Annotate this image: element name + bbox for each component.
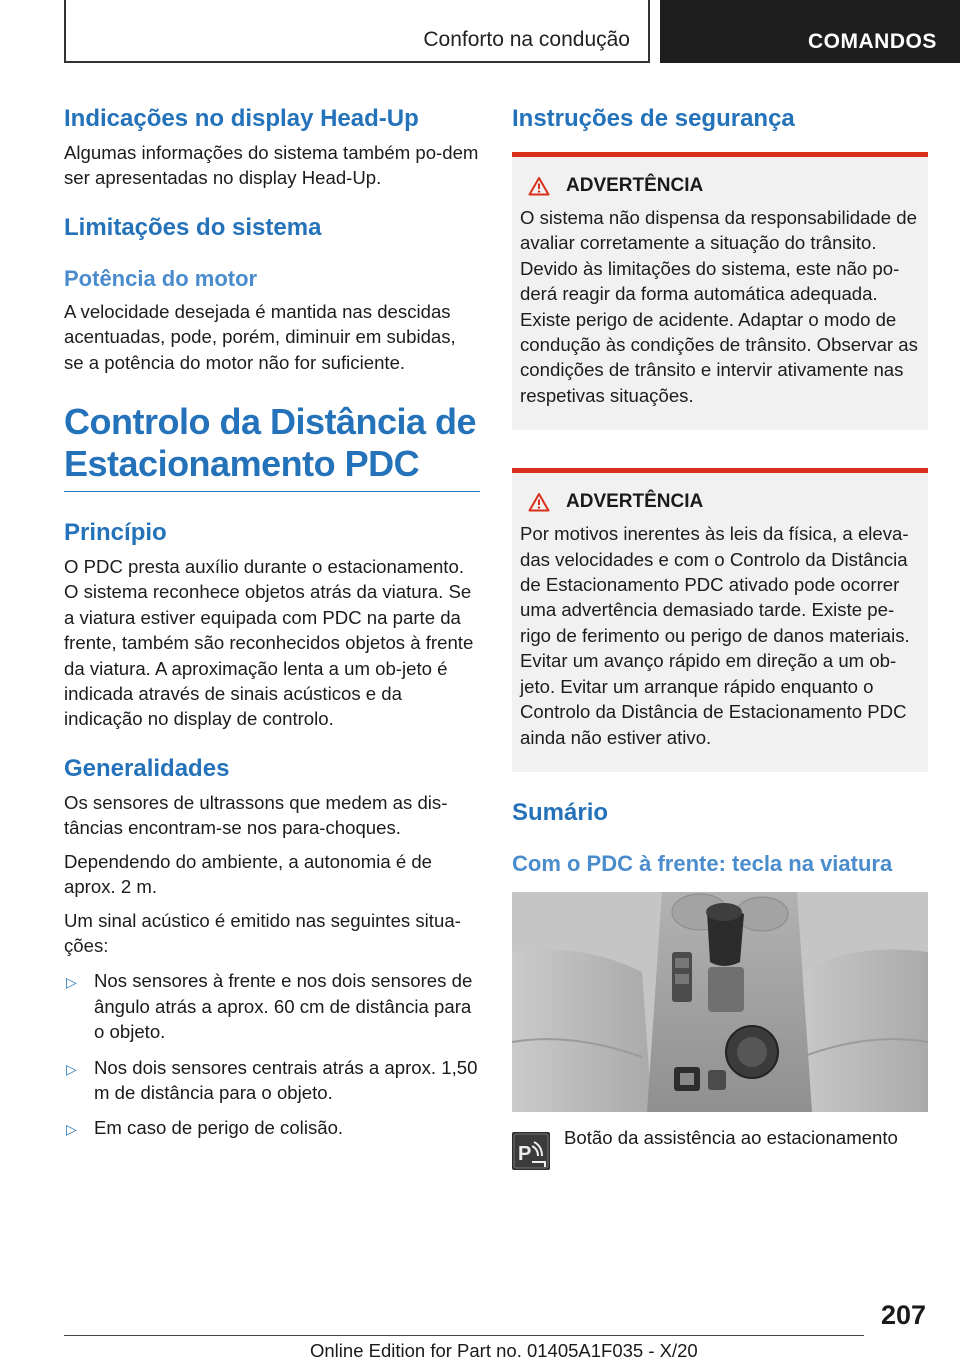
list-item bbox=[64, 1115, 480, 1140]
list-item-text: Nos sensores à frente e nos dois sensores de ângulo atrás a aprox. 60 cm de distância para o objeto. bbox=[94, 970, 473, 1043]
photo-caption: Botão da assistência ao estacionamento bbox=[564, 1126, 898, 1148]
paragraph-engine-power: A velocidade desejada é mantida nas descidas acentuadas, pode, porém, diminuir em subidas, se a potência do motor não for suficiente. bbox=[64, 300, 456, 373]
right-column bbox=[512, 104, 928, 1170]
list-item bbox=[64, 968, 480, 1044]
paragraph-general-1: Os sensores de ultrassons que medem as dis-tâncias encontram-se nos para-choques. bbox=[64, 791, 448, 839]
header-chapter-title: COMANDOS bbox=[808, 30, 937, 53]
list-item-text: Nos dois sensores centrais atrás a aprox. 1,50 m de distância para o objeto. bbox=[94, 1056, 478, 1103]
heading-pdc: Controlo da Distância de Estacionamento PDC bbox=[64, 401, 477, 485]
paragraph-principle: O PDC presta auxílio durante o estacionamento. O sistema reconhece objetos atrás da viatura. Se a viatura estiver equipada com PDC na parte da frente, também são reconhecidos objetos à frente da viatura. A aproximação lenta a um ob-jeto é indicada através de sinais acústicos e da indicação no display de controlo. bbox=[64, 556, 474, 730]
heading-principle: Princípio bbox=[64, 519, 167, 547]
heading-pdc-front-button: Com o PDC à frente: tecla na viatura bbox=[512, 850, 893, 876]
warning-box-1 bbox=[512, 152, 928, 430]
paragraph-general-3: Um sinal acústico é emitido nas seguintes situa-ções: bbox=[64, 909, 461, 956]
heading-engine-power: Potência do motor bbox=[64, 265, 258, 291]
triangle-bullet-icon: ▷ bbox=[66, 1060, 77, 1077]
svg-text:P: P bbox=[518, 1142, 532, 1165]
warning-text: O sistema não dispensa da responsabilidade de avaliar corretamente a situação do trânsito. Devido às limitações do sistema, este não po-derá reagir da forma automática adequada. Existe perigo de acidente. Adaptar o modo de condução às condições de trânsito. Observar as condições de trânsito e intervir ativamente nas respetivas situações. bbox=[520, 207, 918, 406]
heading-system-limits: Limitações do sistema bbox=[64, 213, 322, 241]
footer-divider bbox=[64, 1335, 864, 1336]
center-console-illustration bbox=[512, 892, 928, 1112]
paragraph-headup: Algumas informações do sistema também po-dem ser apresentadas no display Head-Up. bbox=[64, 142, 479, 189]
center-console-photo bbox=[512, 892, 928, 1112]
warning-box-2 bbox=[512, 468, 928, 772]
park-assist-button-icon bbox=[512, 1132, 550, 1170]
warning-text: Por motivos inerentes às leis da física, a eleva-das velocidades e com o Controlo da Distância de Estacionamento PDC ativado pode ocorrer uma advertência demasiado tarde. Existe pe-rigo de ferimento ou perigo de danos materiais. Evitar um avanço rápido em direção a um ob-jeto. Evitar um arranque rápido enquanto o Controlo da Distância de Estacionamento PDC ainda não estiver ativo. bbox=[520, 523, 910, 748]
warning-title-text: ADVERTÊNCIA bbox=[566, 175, 704, 196]
footer-edition-text: Online Edition for Part no. 01405A1F035 - X/20 bbox=[310, 1340, 698, 1361]
warning-triangle-icon bbox=[528, 176, 550, 196]
pdc-title-block bbox=[64, 401, 480, 492]
warning-title-text: ADVERTÊNCIA bbox=[566, 491, 704, 513]
triangle-bullet-icon: ▷ bbox=[66, 1121, 77, 1138]
triangle-bullet-icon: ▷ bbox=[66, 974, 77, 991]
warning-title bbox=[528, 491, 920, 513]
paragraph-general-2: Dependendo do ambiente, a autonomia é de aprox. 2 m. bbox=[64, 850, 433, 898]
list-item-text: Em caso de perigo de colisão. bbox=[94, 1117, 344, 1139]
header-section-title: Conforto na condução bbox=[423, 28, 630, 51]
heading-summary: Sumário bbox=[512, 798, 609, 826]
heading-general: Generalidades bbox=[64, 754, 230, 782]
header-chapter-box bbox=[660, 0, 960, 63]
heading-safety: Instruções de segurança bbox=[512, 105, 795, 132]
list-item bbox=[64, 1055, 480, 1106]
situation-list bbox=[64, 968, 480, 1140]
page-number: 207 bbox=[880, 1300, 926, 1330]
heading-headup-display: Indicações no display Head-Up bbox=[64, 105, 419, 132]
caption-row bbox=[512, 1126, 928, 1170]
warning-triangle-icon bbox=[528, 492, 550, 512]
warning-title bbox=[528, 175, 920, 197]
header-section-box bbox=[64, 0, 650, 63]
left-column bbox=[64, 104, 480, 1151]
